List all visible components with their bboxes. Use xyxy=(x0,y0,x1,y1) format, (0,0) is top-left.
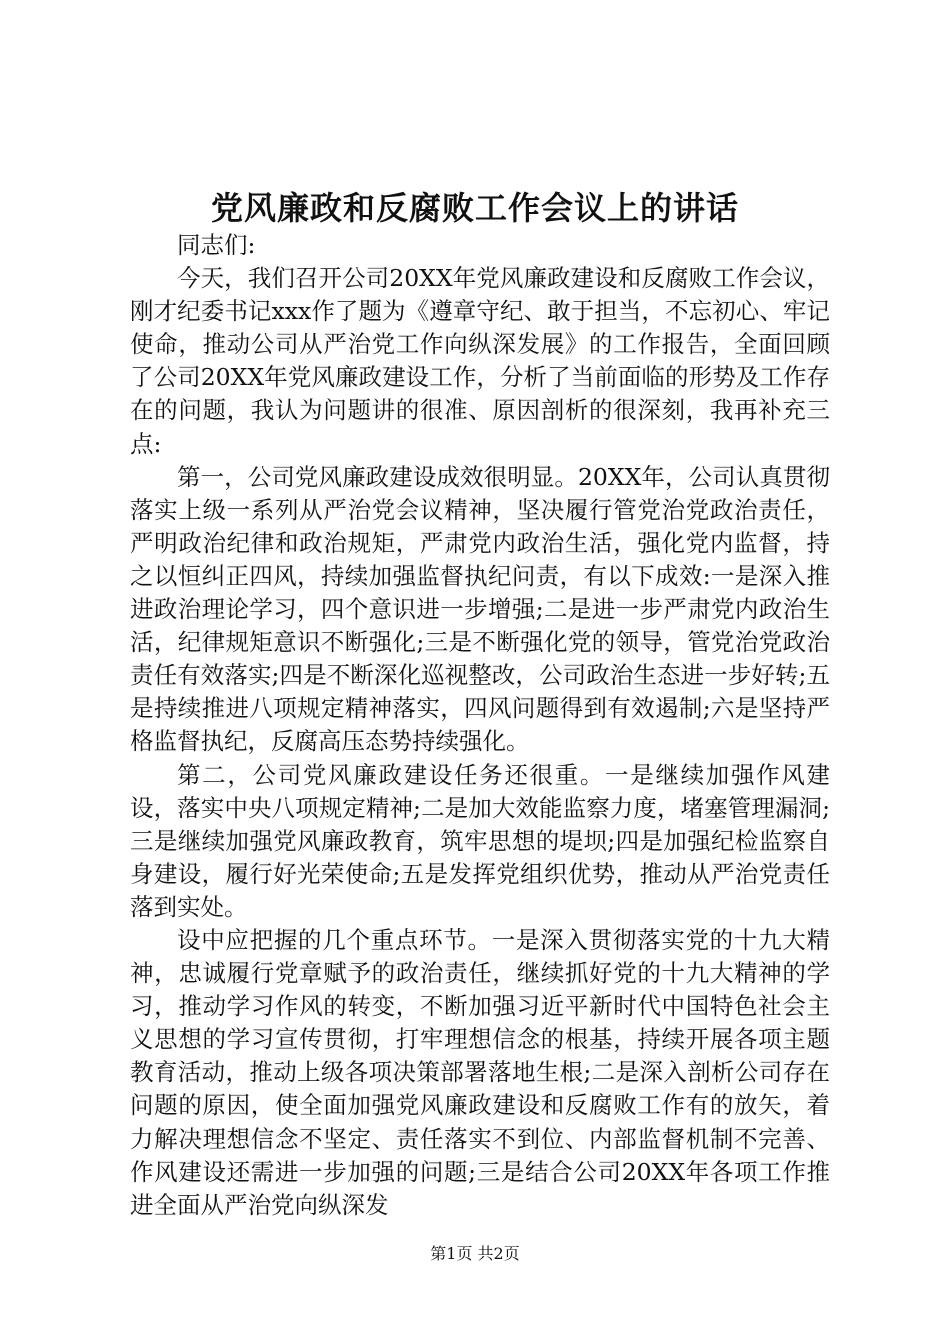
paragraph-second-point: 第二，公司党风廉政建设任务还很重。一是继续加强作风建设，落实中央八项规定精神;二是加大效能监察力度，堵塞管理漏洞;三是继续加强党风廉政教育，筑牢思想的堤坝;四是加强纪检监察自身建设，履行好光荣使命;五是发挥党组织优势，推动从严治党责任落到实处。 xyxy=(130,760,830,921)
salutation: 同志们: xyxy=(177,231,256,259)
document-title: 党风廉政和反腐败工作会议上的讲话 xyxy=(210,189,739,227)
document-body xyxy=(130,229,830,1222)
paragraph-key-links: 设中应把握的几个重点环节。一是深入贯彻落实党的十九大精神，忠诚履行党章赋予的政治责任，继续抓好党的十九大精神的学习，推动学习作风的转变，不断加强习近平新时代中国特色社会主义思想的学习宣传贯彻，打牢理想信念的根基，持续开展各项主题教育活动，推动上级各项决策部署落地生根;二是深入剖析公司存在问题的原因，使全面加强党风廉政建设和反腐败工作有的放矢，着力解决理想信念不坚定、责任落实不到位、内部监督机制不完善、作风建设还需进一步加强的问题;三是结合公司20XX年各项工作推进全面从严治党向纵深发 xyxy=(130,925,830,1219)
paragraph-first-point: 第一，公司党风廉政建设成效很明显。20XX年，公司认真贯彻落实上级一系列从严治党会议精神，坚决履行管党治党政治责任，严明政治纪律和政治规矩，严肃党内政治生活，强化党内监督，持之以恒纠正四风，持续加强监督执纪问责，有以下成效:一是深入推进政治理论学习，四个意识进一步增强;二是进一步严肃党内政治生活，纪律规矩意识不断强化;三是不断强化党的领导，管党治党政治责任有效落实;四是不断深化巡视整改，公司政治生态进一步好转;五是持续推进八项规定精神落实，四风问题得到有效遏制;六是坚持严格监督执纪，反腐高压态势持续强化。 xyxy=(130,462,830,756)
paragraph-intro: 今天，我们召开公司20XX年党风廉政建设和反腐败工作会议，刚才纪委书记xxx作了题为《遵章守纪、敢于担当，不忘初心、牢记使命，推动公司从严治党工作向纵深发展》的工作报告，全面回顾了公司20XX年党风廉政建设工作，分析了当前面临的形势及工作存在的问题，我认为问题讲的很准、原因剖析的很深刻，我再补充三点: xyxy=(130,264,830,458)
page-number-footer: 第1页 共2页 xyxy=(430,1244,520,1263)
